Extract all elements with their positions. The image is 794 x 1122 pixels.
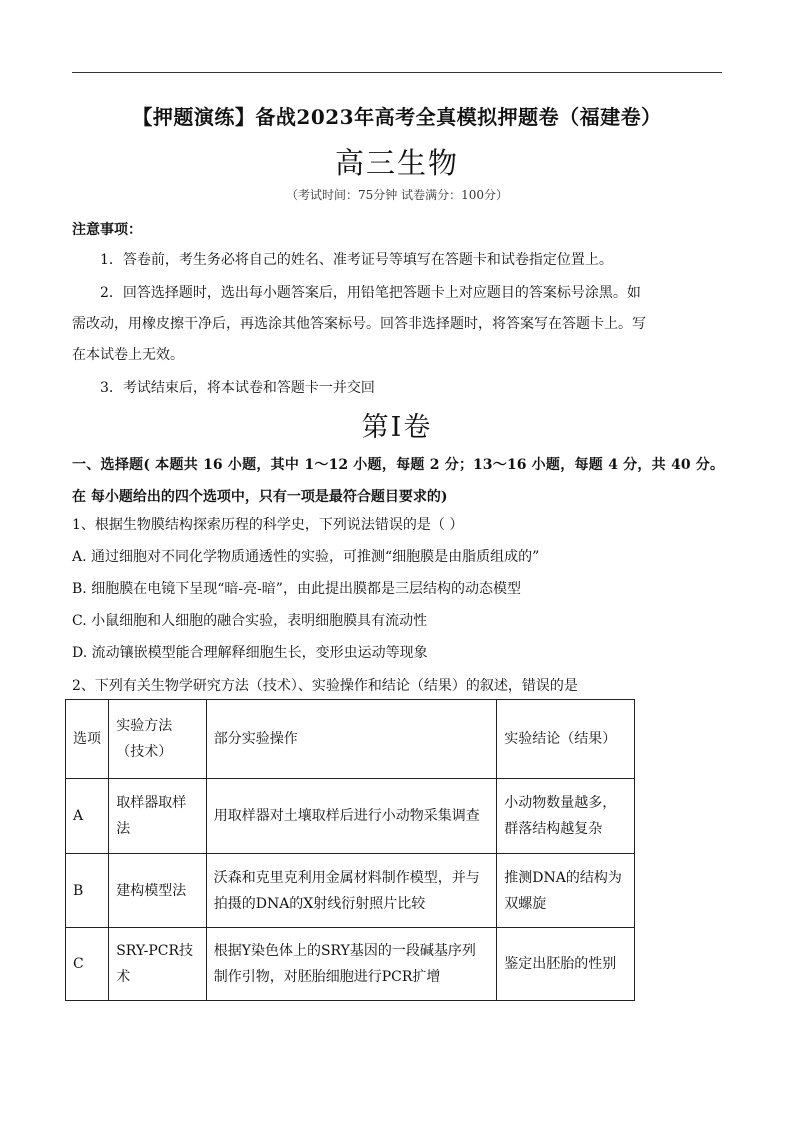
table-row [66,928,635,1001]
table-cell: 小动物数量越多，群落结构越复杂 [497,779,635,854]
header-rule [72,72,722,73]
table-cell: 推测DNA的结构为双螺旋 [497,854,635,928]
exam-subject: 高三生物 [334,146,459,180]
question-1-option-a: A. 通过细胞对不同化学物质通透性的实验，可推测“细胞膜是由脂质组成的” [72,549,540,565]
table-cell: B [66,854,109,928]
table-header-row [66,700,635,779]
question-1-option-b: B. 细胞膜在电镜下呈现“暗-亮-暗”，由此提出膜都是三层结构的动态模型 [72,581,521,597]
table-cell: 鉴定出胚胎的性别 [497,928,635,1001]
exam-meta: （考试时间：75分钟 试卷满分：100分） [286,188,508,202]
notice-item-2: 2．回答选择题时，选出每小题答案后，用铅笔把答题卡上对应题目的答案标号涂黑。如 [100,285,641,301]
question-1-option-d: D. 流动镶嵌模型能合理解释细胞生长，变形虫运动等现象 [72,645,428,661]
notice-item-2-end: 在本试卷上无效。 [72,347,184,363]
notice-heading: 注意事项： [72,222,142,238]
table-cell: A [66,779,109,854]
table-cell: 根据Y染色体上的SRY基因的一段碱基序列制作引物，对胚胎细胞进行PCR扩增 [206,928,497,1001]
question-2-stem: 2、下列有关生物学研究方法（技术）、实验操作和结论（结果）的叙述，错误的是 [72,678,578,694]
table-row [66,779,635,854]
table-header-cell: 选项 [66,700,109,779]
notice-item-2-cont: 需改动，用橡皮擦干净后，再选涂其他答案标号。回答非选择题时，将答案写在答题卡上。写 [72,316,646,332]
table-row [66,854,635,928]
section-title: 第I卷 [361,412,433,443]
table-cell: C [66,928,109,1001]
table-cell: SRY-PCR技术 [109,928,207,1001]
question-1-stem: 1、根据生物膜结构探索历程的科学史，下列说法错误的是（ ） [72,517,464,533]
table-header-cell: 部分实验操作 [206,700,497,779]
table-cell: 取样器取样法 [109,779,207,854]
notice-item-3: 3．考试结束后，将本试卷和答题卡一并交回 [100,380,375,396]
notice-item-1: 1．答卷前，考生务必将自己的姓名、准考证号等填写在答题卡和试卷指定位置上。 [100,252,613,268]
table-header-cell: 实验方法（技术） [109,700,207,779]
question-1-option-c: C. 小鼠细胞和人细胞的融合实验，表明细胞膜具有流动性 [72,613,428,629]
table-cell: 建构模型法 [109,854,207,928]
table-cell: 用取样器对土壤取样后进行小动物采集调查 [206,779,497,854]
table-cell: 沃森和克里克利用金属材料制作模型，并与拍摄的DNA的X射线衍射照片比较 [206,854,497,928]
table-header-cell: 实验结论（结果） [497,700,635,779]
exam-title: 【押题演练】备战2023年高考全真模拟押题卷（福建卷） [132,105,662,129]
section-instructions: 一、选择题( 本题共 16 小题，其中 1～12 小题，每题 2 分；13～16 小题，每题 4 分，共 40 分。在 每小题给出的四个选项中，只有一项是最符合题目要求的) [72,457,724,505]
experiment-table [65,699,635,1001]
